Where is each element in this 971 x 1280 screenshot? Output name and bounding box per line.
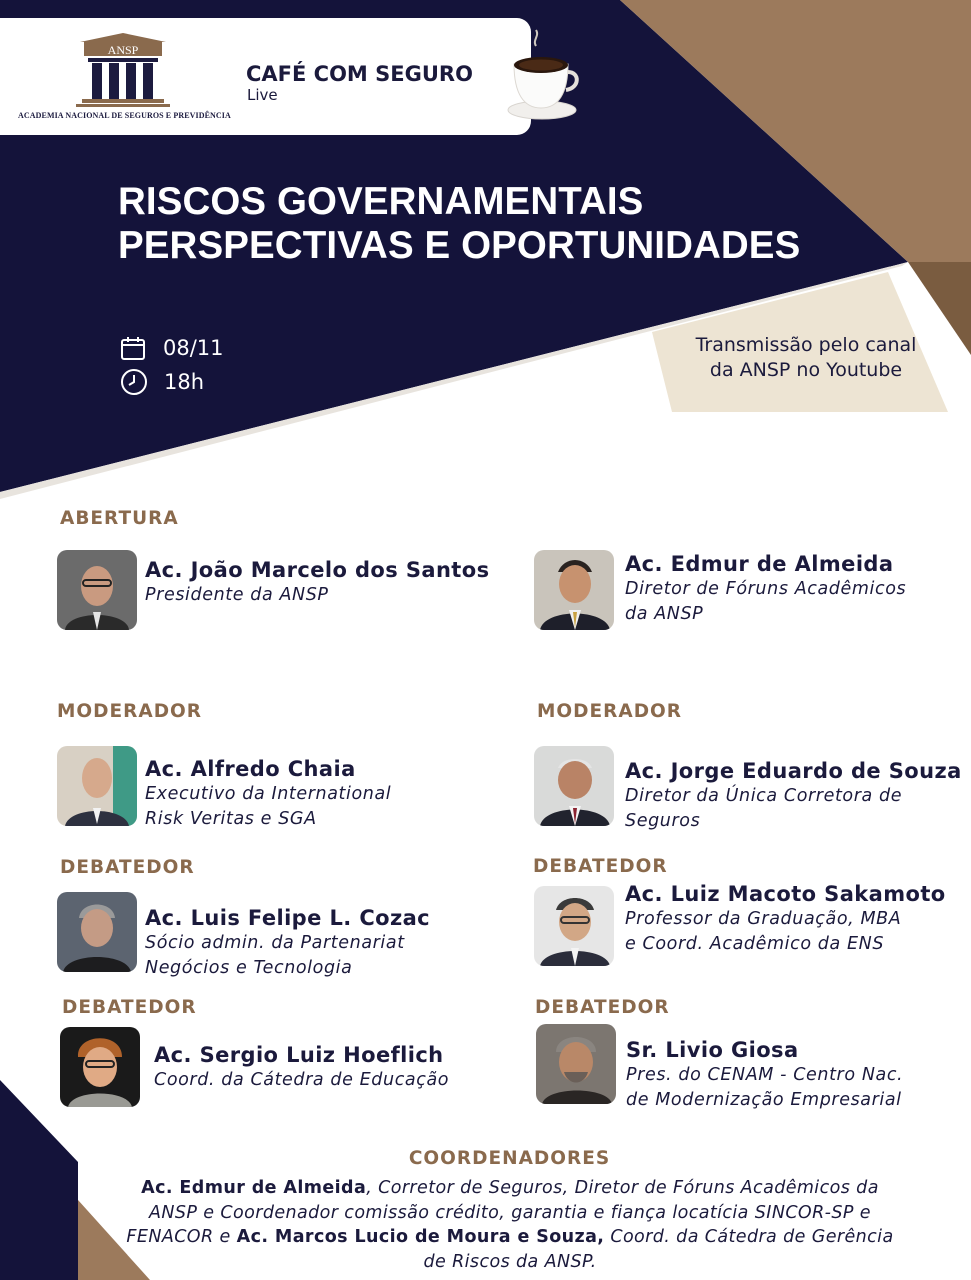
speaker-photo [534,886,614,966]
coffee-cup-icon [504,22,584,122]
speaker-role: Sócio admin. da Partenariat Negócios e Tecnologia [145,933,405,978]
section-debatedor-left-1: DEBATEDOR [60,857,195,878]
brand-subtitle: Live [247,86,278,104]
ansp-logo-icon [18,30,231,122]
coordinator-desc: Coord. da Cátedra de Gerência de Riscos da ANSP. [423,1227,894,1272]
speaker-name: Ac. Edmur de Almeida [625,552,894,576]
section-abertura: ABERTURA [60,508,179,529]
section-moderador-right: MODERADOR [537,701,683,722]
stream-line2: da ANSP no Youtube [709,359,903,381]
speaker-role: Pres. do CENAM - Centro Nac. de Modernização Empresarial [626,1065,904,1110]
speaker-photo [57,550,137,630]
coordinators-heading: COORDENADORES [408,1148,611,1169]
speaker-name: Sr. Livio Giosa [626,1038,799,1062]
logo-caption: ACADEMIA NACIONAL DE SEGUROS E PREVIDÊNCIA [18,111,231,120]
event-title [118,180,878,268]
speaker-name: Ac. Alfredo Chaia [145,757,356,781]
coordinators-text [120,1176,900,1274]
coordinator-name: Ac. Marcos Lucio de Moura e Souza, [236,1227,605,1247]
speaker-role: Diretor da Única Corretora de Seguros [625,786,903,831]
event-title-line2: PERSPECTIVAS E OPORTUNIDADES [118,224,801,267]
section-debatedor-left-2: DEBATEDOR [62,997,197,1018]
speaker-role: Professor da Graduação, MBA e Coord. Acadêmico da ENS [625,909,902,954]
section-debatedor-right-2: DEBATEDOR [535,997,670,1018]
event-date: 08/11 [163,336,224,360]
clock-icon [120,368,148,396]
event-title-line1: RISCOS GOVERNAMENTAIS [118,180,644,223]
stream-note [656,333,956,383]
speaker-photo [534,746,614,826]
stream-line1: Transmissão pelo canal [695,334,917,356]
speaker-photo [60,1027,140,1107]
logo-text: ANSP [107,43,139,57]
coordinator-desc: , Corretor de Seguros, Diretor de Fóruns Acadêmicos da ANSP e Coordenador comissão crédito, garantia e fiança locatícia SINCOR-SP e FENACOR e [126,1178,879,1247]
speaker-name: Ac. Luis Felipe L. Cozac [145,906,430,930]
speaker-name: Ac. Jorge Eduardo de Souza [625,759,962,783]
speaker-name: Ac. Luiz Macoto Sakamoto [625,882,946,906]
speaker-name: Ac. Sergio Luiz Hoeflich [154,1043,444,1067]
section-moderador-left: MODERADOR [57,701,203,722]
speaker-photo [536,1024,616,1104]
speaker-name: Ac. João Marcelo dos Santos [145,558,490,582]
speaker-photo [57,746,137,826]
speaker-role: Coord. da Cátedra de Educação [154,1070,450,1090]
brand-title: CAFÉ COM SEGURO [246,62,473,86]
section-debatedor-right-1: DEBATEDOR [533,856,668,877]
speaker-role: Executivo da International Risk Veritas e SGA [145,784,392,829]
event-time: 18h [164,370,205,394]
speaker-role: Diretor de Fóruns Acadêmicos da ANSP [625,579,907,624]
speaker-photo [57,892,137,972]
speaker-role: Presidente da ANSP [145,585,329,605]
coordinator-name: Ac. Edmur de Almeida [141,1178,367,1198]
date-row [120,335,224,361]
calendar-icon [120,335,146,361]
time-row [120,368,204,396]
speaker-photo [534,550,614,630]
